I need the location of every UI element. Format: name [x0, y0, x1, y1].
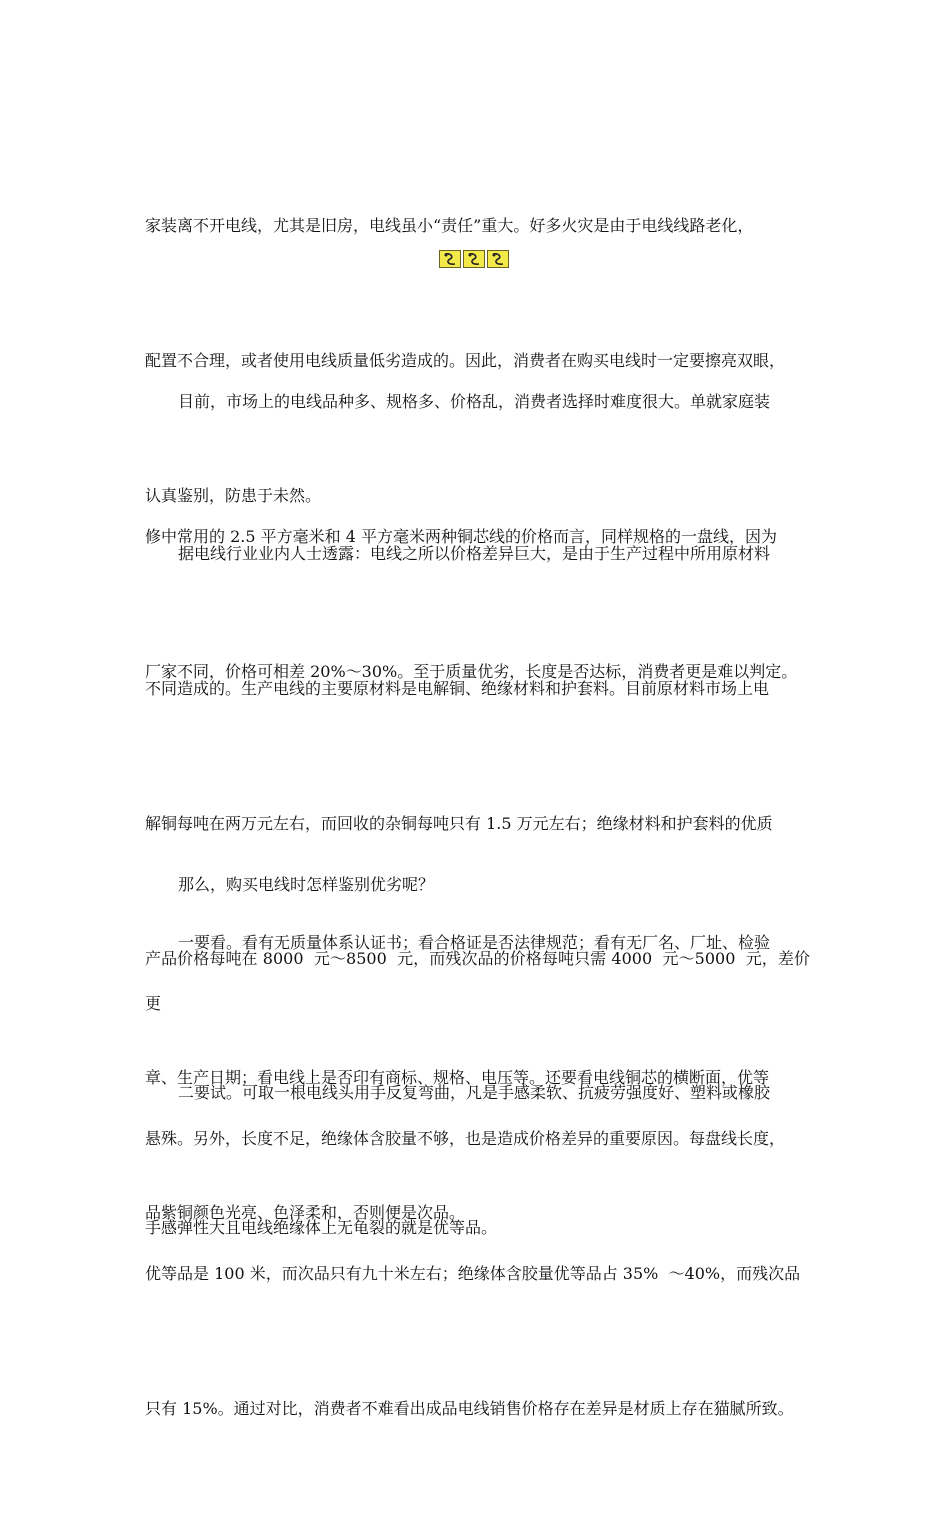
cable-coil-icon: [439, 250, 461, 268]
text-line: 悬殊。另外，长度不足，绝缘体含胶量不够，也是造成价格差异的重要原因。每盘线长度，: [145, 1129, 786, 1148]
text-line: 认真鉴别，防患于未然。: [145, 486, 322, 505]
text-line: 一要看。看有无质量体系认证书；看合格证是否法律规范；看有无厂名、厂址、检验: [178, 933, 771, 952]
text-line: 二要试。可取一根电线头用手反复弯曲，凡是手感柔软、抗疲劳强度好、塑料或橡胶: [178, 1083, 771, 1102]
text-line: 优等品是 100 米，而次品只有九十米左右；绝缘体含胶量优等品占 35% ～40%，而残次品: [145, 1264, 801, 1283]
text-line: 品紫铜颜色光亮、色泽柔和，否则便是次品。: [145, 1203, 466, 1222]
text-line: 据电线行业业内人士透露：电线之所以价格差异巨大，是由于生产过程中所用原材料: [178, 544, 771, 563]
text-line: 修中常用的 2.5 平方毫米和 4 平方毫米两种铜芯线的价格而言，同样规格的一盘线，因为: [145, 527, 777, 546]
text-line: 厂家不同，价格可相差 20%～30%。至于质量优劣，长度是否达标，消费者更是难以判定。: [145, 662, 798, 681]
text-line: 不同造成的。生产电线的主要原材料是电解铜、绝缘材料和护套料。目前原材料市场上电: [145, 679, 770, 698]
text-line: 章、生产日期；看电线上是否印有商标、规格、电压等。还要看电线铜芯的横断面，优等: [145, 1068, 770, 1087]
section-divider: [439, 250, 511, 270]
test-paragraph: [145, 980, 810, 1340]
text-line: 家装离不开电线，尤其是旧房，电线虽小“责任”重大。好多火灾是由于电线线路老化，: [145, 216, 754, 235]
text-line: 产品价格每吨在 8000 元～8500 元，而残次品的价格每吨只需 4000 元～5000 元，差价更: [145, 949, 810, 1013]
cable-coil-icon: [463, 250, 485, 268]
text-line: 目前，市场上的电线品种多、规格多、价格乱，消费者选择时难度很大。单就家庭装: [178, 392, 771, 411]
cable-coil-icon: [487, 250, 509, 268]
text-line: 配置不合理，或者使用电线质量低劣造成的。因此，消费者在购买电线时一定要擦亮双眼，: [145, 351, 786, 370]
text-line: 只有 15%。通过对比，消费者不难看出成品电线销售价格存在差异是材质上存在猫腻所致。: [145, 1399, 794, 1418]
text-line: 那么，购买电线时怎样鉴别优劣呢？: [178, 875, 435, 894]
text-line: 解铜每吨在两万元左右，而回收的杂铜每吨只有 1.5 万元左右；绝缘材料和护套料的优质: [145, 814, 773, 833]
text-line: 手感弹性大且电线绝缘体上无龟裂的就是优等品。: [145, 1218, 498, 1237]
